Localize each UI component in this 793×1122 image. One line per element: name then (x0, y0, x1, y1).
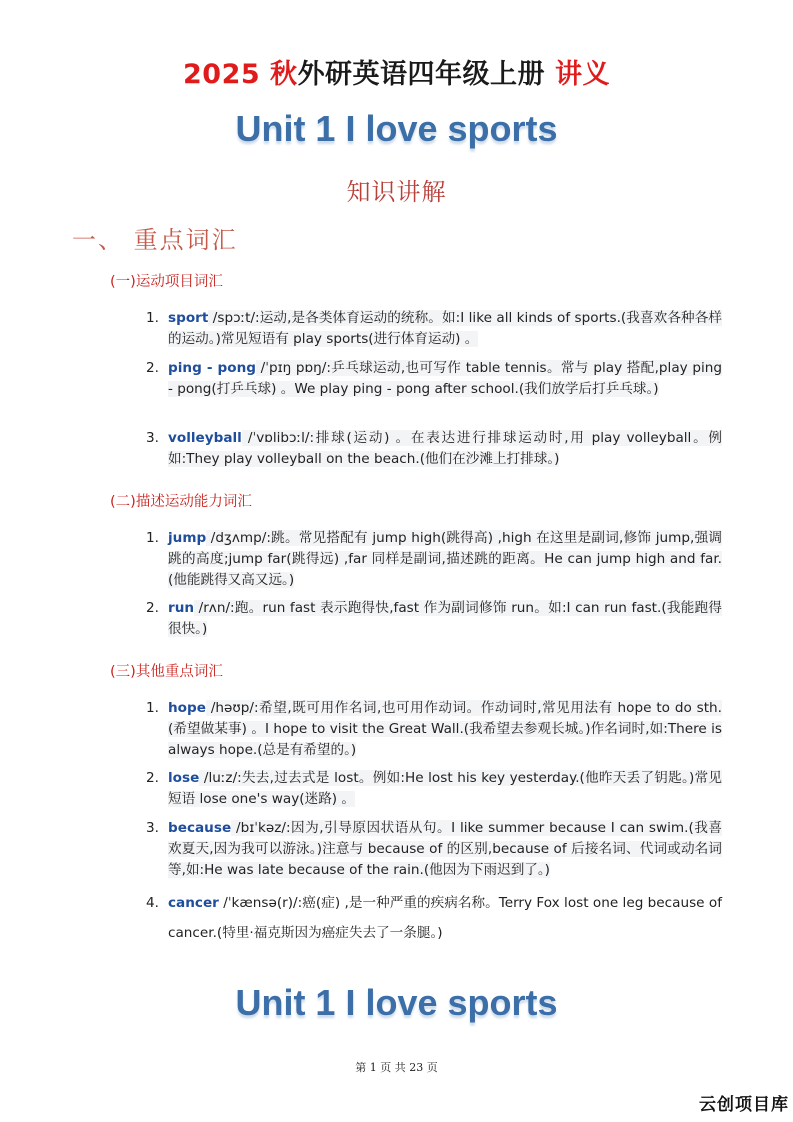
item-number: 2. (146, 770, 159, 786)
vocab-definition: /spɔːt/:运动,是各类体育运动的统称。如:I like all kinds of sports.(我喜欢各种各样的运动。)常见短语有 play sports(进行体育运动) 。 (168, 310, 722, 347)
item-number: 1. (146, 530, 159, 546)
subsection-title: (一)运动项目词汇 (110, 274, 223, 290)
vocab-word: lose (168, 770, 200, 786)
vocab-definition: /ˈkænsə(r)/:癌(症) ,是一种严重的疾病名称。Terry Fox lost one leg because of cancer.(特里·福克斯因为癌症失去了一条腿。) (168, 895, 722, 941)
list-item (146, 528, 722, 591)
title-course: 外研英语四年级上册 (297, 59, 546, 90)
list-item (146, 818, 722, 881)
vocab-word: jump (168, 530, 207, 546)
vocab-definition: /ˈpɪŋ pɒŋ/:乒乓球运动,也可写作 table tennis。常与 play 搭配,play ping - pong(打乒乓球) 。We play ping - pong after school.(我们放学后打乒乓球。) (168, 360, 722, 397)
vocab-definition: /dʒʌmp/:跳。常见搭配有 jump high(跳得高) ,high 在这里是副词,修饰 jump,强调跳的高度;jump far(跳得远) ,far 同样是副词,描述跳的距离。He can jump high and far.(他能跳得又高又远。) (168, 530, 722, 588)
vocab-word: run (168, 600, 195, 616)
unit-title: Unit 1 I love sports (235, 108, 558, 149)
vocab-word: volleyball (168, 430, 242, 446)
knowledge-heading: 知识讲解 (346, 178, 447, 206)
list-item (146, 888, 722, 948)
vocab-word: cancer (168, 895, 219, 911)
vocab-definition: /rʌn/:跑。run fast 表示跑得快,fast 作为副词修饰 run。如:I can run fast.(我能跑得很快。) (168, 600, 722, 637)
watermark: 云创项目库 (699, 1095, 789, 1115)
list-item (146, 428, 722, 470)
vocab-word: ping - pong (168, 360, 257, 376)
subsection-title: (二)描述运动能力词汇 (110, 494, 252, 510)
list-item (146, 698, 722, 761)
vocab-definition: /luːz/:失去,过去式是 lost。例如:He lost his key yesterday.(他昨天丢了钥匙。)常见短语 lose one's way(迷路) 。 (168, 770, 722, 807)
title-year: 2025 秋 (183, 59, 298, 90)
list-item (146, 598, 722, 640)
item-number: 1. (146, 700, 159, 716)
vocab-word: sport (168, 310, 209, 326)
section-heading: 一、 重点词汇 (72, 226, 238, 254)
vocab-definition: /həʊp/:希望,既可用作名词,也可用作动词。作动词时,常见用法有 hope to do sth.(希望做某事) 。I hope to visit the Great Wall.(我希望去参观长城。)作名词时,如:There is always hope.(总是有希望的。) (168, 700, 722, 758)
vocab-word: because (168, 820, 232, 836)
title-handout: 讲义 (554, 59, 610, 90)
unit-title-repeat: Unit 1 I love sports (235, 982, 558, 1023)
document-title (0, 52, 793, 91)
list-item (146, 308, 722, 350)
item-number: 2. (146, 600, 159, 616)
list-item (146, 358, 722, 400)
page-footer: 第 1 页 共 23 页 (355, 1061, 438, 1074)
item-number: 4. (146, 895, 159, 911)
vocab-definition: /bɪˈkəz/:因为,引导原因状语从句。I like summer because I can swim.(我喜欢夏天,因为我可以游泳。)注意与 because of 的区别,because of 后接名词、代词或动名词等,如:He was late because of the rain.(他因为下雨迟到了。) (168, 820, 722, 878)
subsection-title: (三)其他重点词汇 (110, 664, 223, 680)
item-number: 1. (146, 310, 159, 326)
item-number: 3. (146, 430, 159, 446)
item-number: 3. (146, 820, 159, 836)
list-item (146, 768, 722, 810)
vocab-word: hope (168, 700, 206, 716)
vocab-definition: /ˈvɒlibɔːl/:排球(运动) 。在表达进行排球运动时,用 play volleyball。例如:They play volleyball on the beach.(他们在沙滩上打排球。) (168, 430, 722, 467)
item-number: 2. (146, 360, 159, 376)
